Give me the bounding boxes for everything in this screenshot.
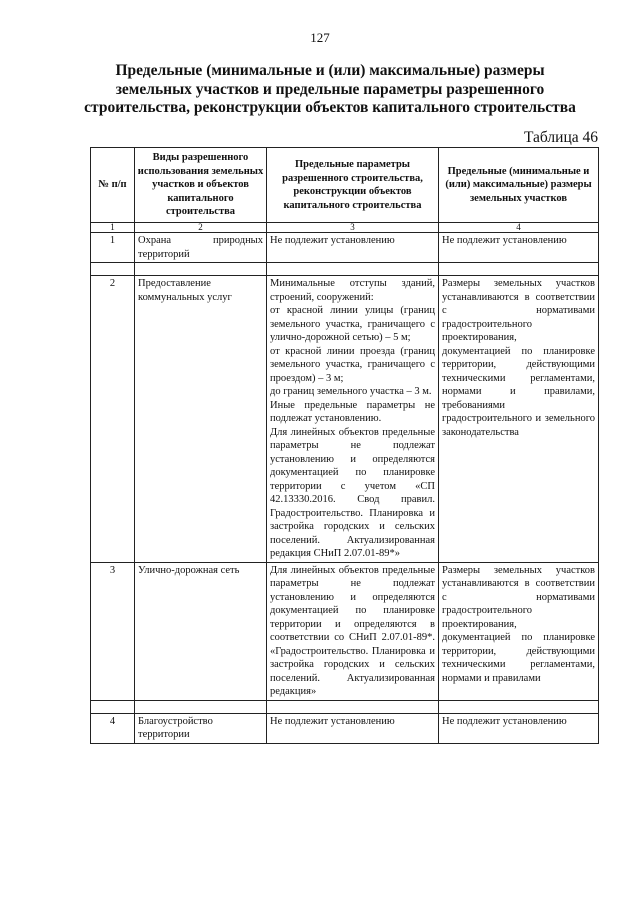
row-number: 2 bbox=[91, 276, 135, 563]
sizes-cell bbox=[439, 276, 599, 563]
sizes-text: Размеры земельных участков устанавливаются в соответствии с нормативами градостроительного проектирования, bbox=[442, 564, 595, 630]
use-type-cell: Охрана природных территорий bbox=[135, 233, 267, 263]
params-cell bbox=[267, 713, 439, 743]
header-sizes: Предельные (минимальные и (или) максимальные) размеры земельных участков bbox=[439, 148, 599, 223]
use-type-cell: Улично-дорожная сеть bbox=[135, 562, 267, 700]
header-use-type: Виды разрешенного использования земельных участков и объектов капитального строительства bbox=[135, 148, 267, 223]
row-gap bbox=[91, 263, 599, 276]
row-number: 3 bbox=[91, 562, 135, 700]
row-number: 1 bbox=[91, 233, 135, 263]
table-row bbox=[91, 276, 599, 563]
table-row bbox=[91, 713, 599, 743]
table-row bbox=[91, 562, 599, 700]
params-text: Для линейных объектов предельные параметры не подлежат установлению и определяются документацией по планировке территории с учетом «СП 42.13330.2016. Свод правил. Градостроительство. Планировка и застройка городских и сельских поселений. Актуализированная редакция СНиП 2.07.01-89*» bbox=[270, 426, 435, 559]
sizes-text: Не подлежит установлению bbox=[442, 235, 567, 246]
row-number: 4 bbox=[91, 713, 135, 743]
use-type-cell: Предоставление коммунальных услуг bbox=[135, 276, 267, 563]
params-text: Не подлежит установлению bbox=[270, 235, 395, 246]
index-cell: 1 bbox=[91, 223, 135, 233]
params-cell bbox=[267, 562, 439, 700]
params-text: до границ земельного участка – 3 м. bbox=[270, 386, 432, 397]
sizes-text: Размеры земельных участков устанавливаются в соответствии с нормативами градостроительного проектирования, bbox=[442, 278, 595, 343]
sizes-text: документацией по планировке территории, действующими техническими регламентами, нормами и правилами bbox=[442, 632, 595, 684]
table-label: Таблица 46 bbox=[523, 129, 598, 146]
params-cell bbox=[267, 233, 439, 263]
header-num: № п/п bbox=[91, 148, 135, 223]
params-text: Для линейных объектов предельные параметры не подлежат установлению и определяются документацией по планировке территории и определяются в соответствии со СНиП 2.07.01-89*. «Градостроительство. Планировка и застройка городских и сельских поселений. Актуализированная редакция» bbox=[270, 564, 435, 697]
params-text: от красной линии улицы (границ земельного участка, граничащего с улично-дорожной сетью) – 5 м; bbox=[270, 305, 435, 343]
params-text: от красной линии проезда (границ земельного участка, граничащего с проездом) – 3 м; bbox=[270, 345, 435, 384]
index-cell: 3 bbox=[267, 223, 439, 233]
row-gap bbox=[91, 700, 599, 713]
sizes-text: Не подлежит установлению bbox=[442, 715, 567, 727]
header-params: Предельные параметры разрешенного строительства, реконструкции объектов капитального строительства bbox=[267, 148, 439, 223]
params-text: Не подлежит установлению bbox=[270, 715, 395, 727]
index-cell: 2 bbox=[135, 223, 267, 233]
document-title: Предельные (минимальные и (или) максимальные) размеры земельных участков и предельные параметры разрешенного строительства, реконструкции объектов капитального строительства bbox=[84, 62, 576, 116]
params-text: Иные предельные параметры не подлежат установлению. bbox=[270, 399, 435, 424]
sizes-cell bbox=[439, 562, 599, 700]
params-text: Минимальные отступы зданий, строений, сооружений: bbox=[270, 278, 435, 303]
page-number: 127 bbox=[310, 30, 330, 45]
table-header-row bbox=[91, 148, 599, 223]
params-cell bbox=[267, 276, 439, 563]
index-cell: 4 bbox=[439, 223, 599, 233]
table-row bbox=[91, 233, 599, 263]
regulations-table bbox=[90, 147, 599, 744]
sizes-cell bbox=[439, 713, 599, 743]
table-index-row bbox=[91, 223, 599, 233]
sizes-text: документацией по планировке территории, действующими техническими регламентами, нормами и правилами, требованиями градостроительного и земельного законодательства bbox=[442, 345, 595, 438]
sizes-cell bbox=[439, 233, 599, 263]
use-type-cell: Благоустройство территории bbox=[135, 713, 267, 743]
